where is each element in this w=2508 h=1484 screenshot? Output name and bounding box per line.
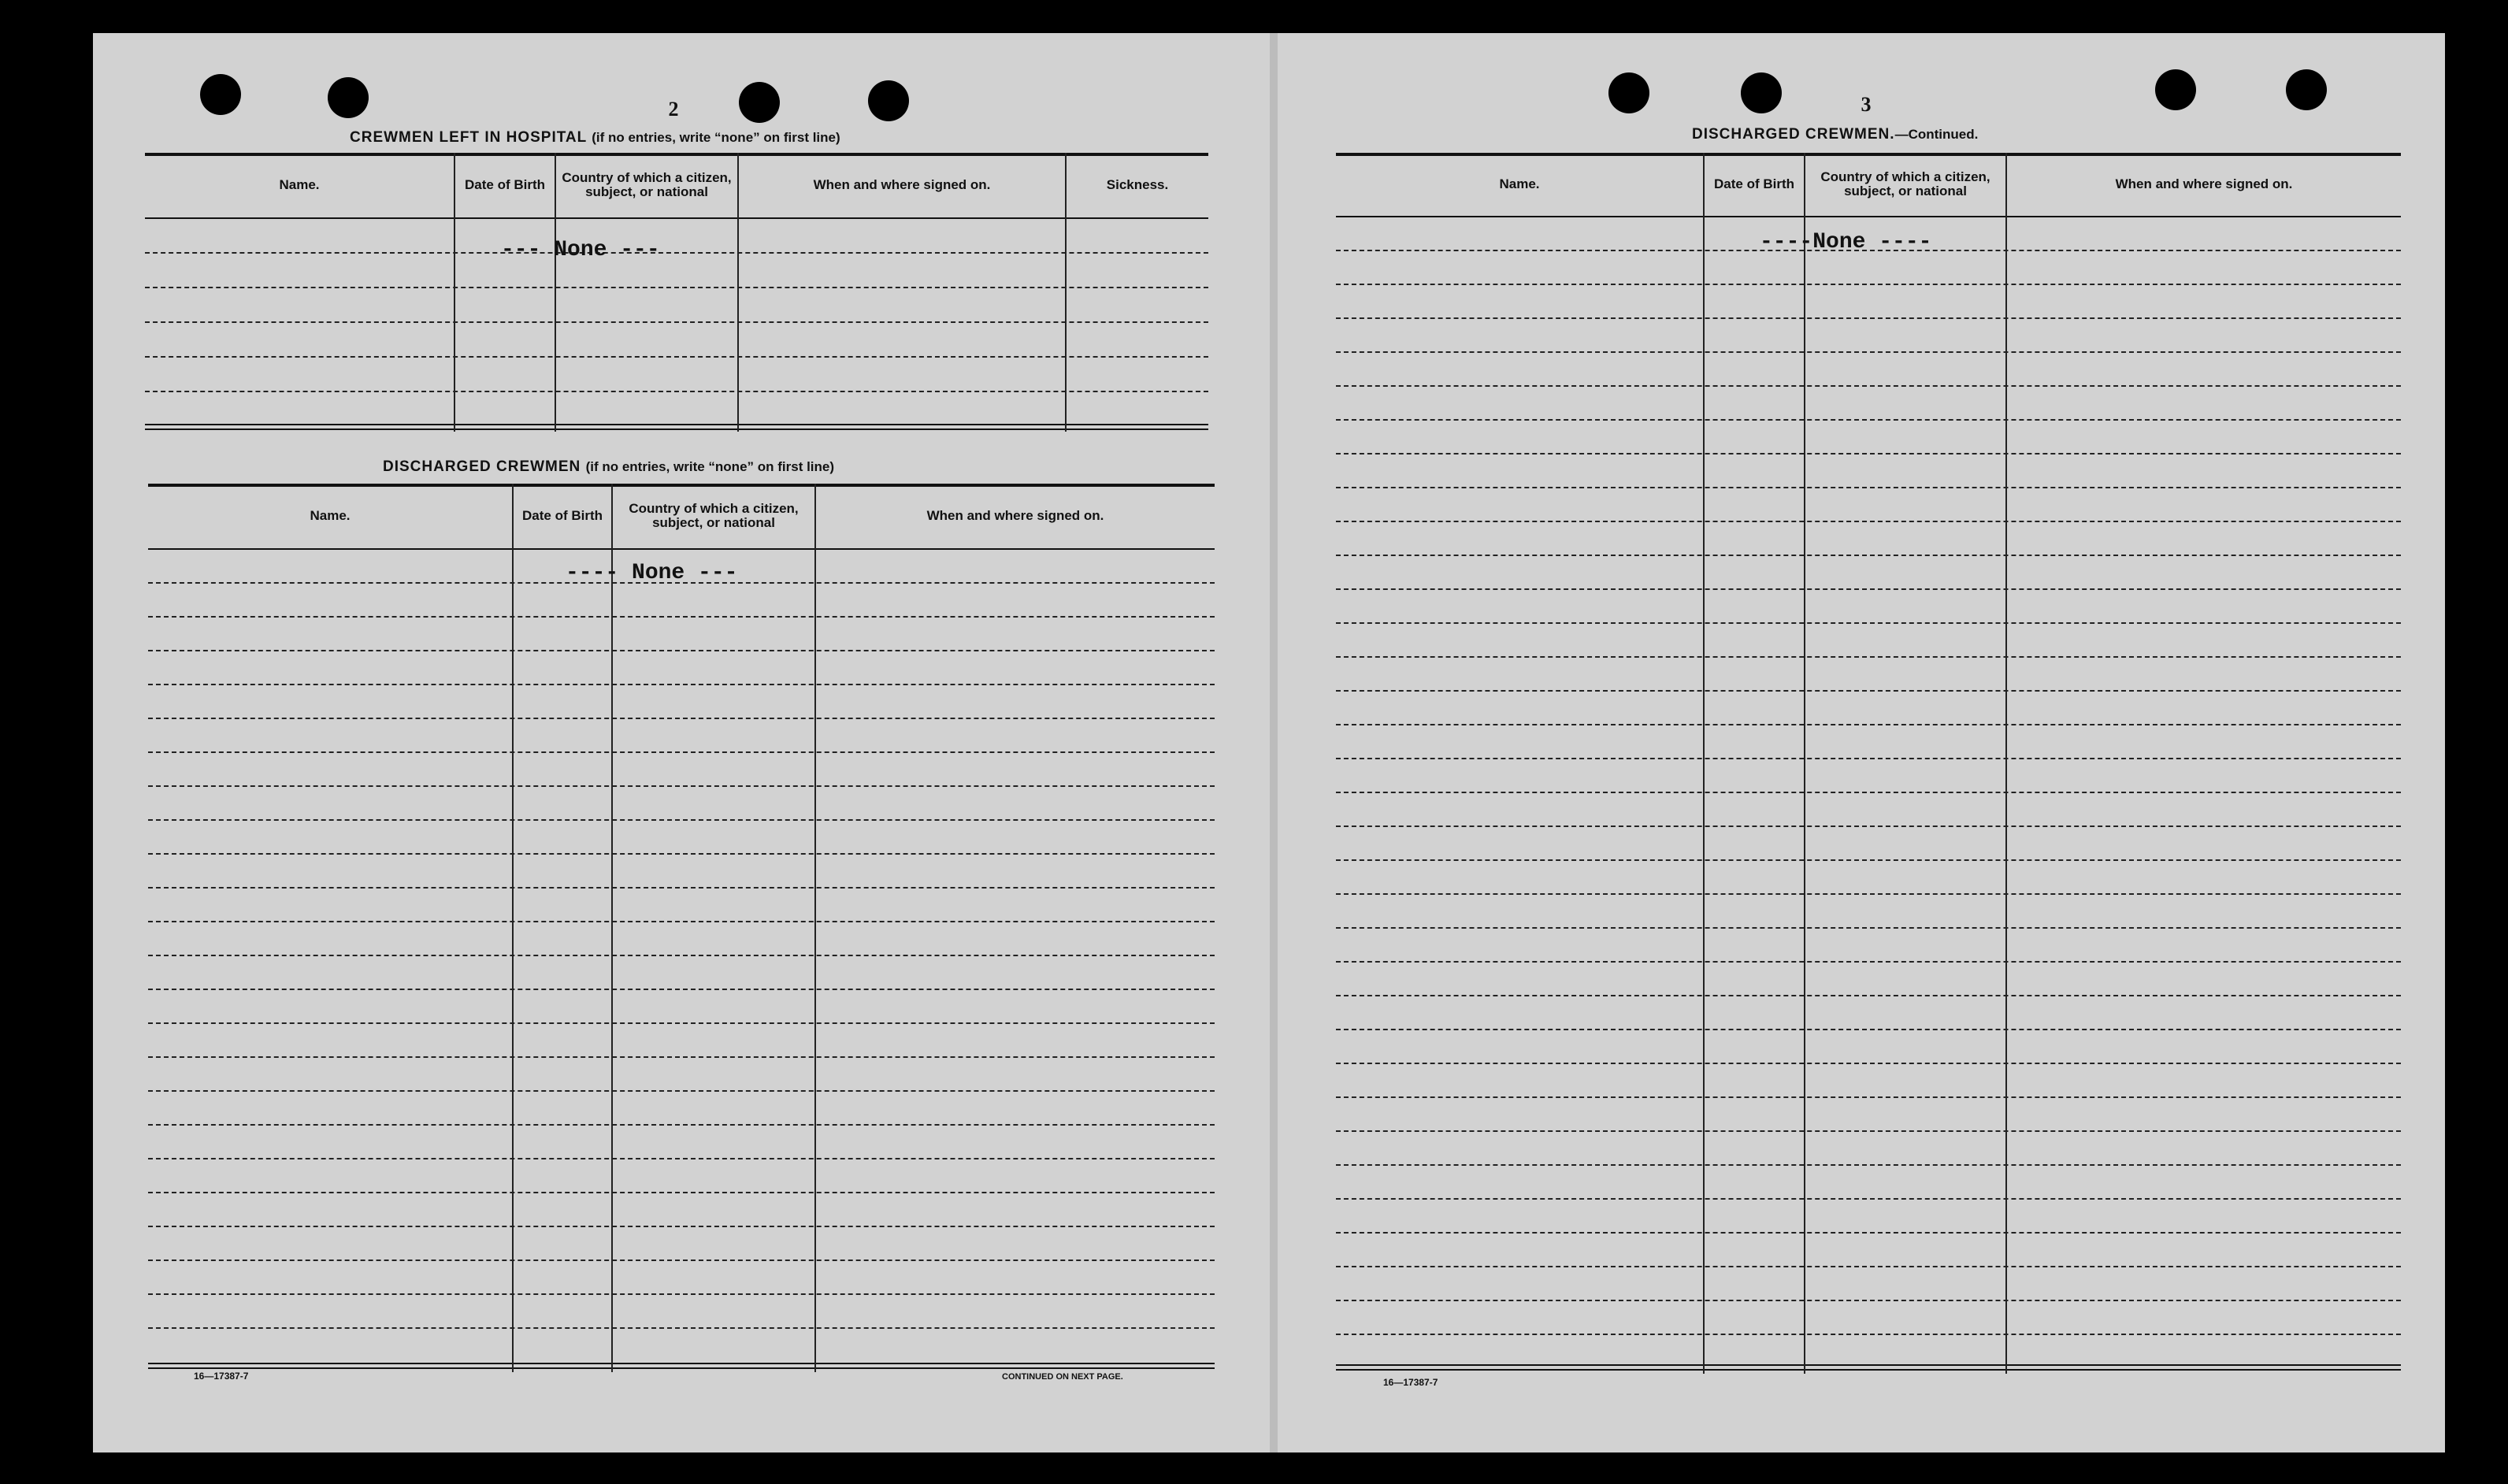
form-number: 16—17387-7 <box>1383 1377 1438 1388</box>
entry-line <box>148 785 1215 787</box>
entry-line <box>148 955 1215 956</box>
table-bottom-rule <box>145 424 1208 425</box>
entry-line <box>148 1226 1215 1227</box>
table-bottom-rule <box>148 1363 1215 1364</box>
entry-line <box>1336 825 2401 827</box>
entry-line <box>148 1158 1215 1159</box>
hospital-none-entry: --- None --- <box>501 238 660 262</box>
continued-title-suffix: —Continued. <box>1894 127 1979 142</box>
continued-none-entry: ----None ---- <box>1760 230 1932 254</box>
entry-line <box>145 356 1208 358</box>
entry-line <box>1336 927 2401 929</box>
entry-line <box>1336 385 2401 387</box>
entry-line <box>148 1260 1215 1261</box>
entry-line <box>148 718 1215 719</box>
col-header-name: Name. <box>279 177 320 192</box>
form-number: 16—17387-7 <box>194 1371 249 1382</box>
entry-line <box>1336 859 2401 861</box>
entry-line <box>148 1192 1215 1193</box>
entry-line <box>1336 555 2401 556</box>
entry-line <box>1336 724 2401 725</box>
entry-line <box>1336 1300 2401 1301</box>
hospital-title-note: (if no entries, write “none” on first line) <box>592 130 840 145</box>
discharged-title-note: (if no entries, write “none” on first line) <box>585 459 835 474</box>
entry-line <box>1336 792 2401 793</box>
col-header-country: Country of which a citizen, subject, or national <box>1820 169 1990 198</box>
col-header-signed-on: When and where signed on. <box>926 508 1104 523</box>
entry-line <box>1336 1096 2401 1098</box>
table-bottom-rule <box>1336 1364 2401 1366</box>
discharged-title-text: DISCHARGED CREWMEN <box>383 458 581 475</box>
entry-line <box>148 684 1215 685</box>
entry-line <box>1336 419 2401 421</box>
col-header-signed-on: When and where signed on. <box>2115 176 2293 191</box>
entry-line <box>1336 588 2401 590</box>
col-header-country: Country of which a citizen, subject, or national <box>629 501 799 530</box>
entry-line <box>148 989 1215 990</box>
entry-line <box>1336 1029 2401 1030</box>
entry-line <box>148 819 1215 821</box>
entry-line <box>1336 521 2401 522</box>
entry-line <box>1336 453 2401 454</box>
entry-line <box>148 921 1215 922</box>
entry-line <box>1336 317 2401 319</box>
entry-line <box>1336 284 2401 285</box>
punch-hole <box>328 77 369 118</box>
punch-hole <box>739 82 780 123</box>
punch-hole <box>868 80 909 121</box>
entry-line <box>1336 1334 2401 1335</box>
table-rows <box>148 548 1215 1363</box>
punch-hole <box>1741 72 1782 113</box>
entry-line <box>145 391 1208 392</box>
entry-line <box>1336 690 2401 692</box>
punch-hole <box>2286 69 2327 110</box>
entry-line <box>1336 622 2401 624</box>
entry-line <box>148 751 1215 753</box>
hospital-title-text: CREWMEN LEFT IN HOSPITAL <box>350 129 587 146</box>
entry-line <box>148 887 1215 889</box>
table-bottom-rule <box>145 429 1208 430</box>
col-header-signed-on: When and where signed on. <box>813 177 991 192</box>
entry-line <box>145 287 1208 288</box>
entry-line <box>1336 1164 2401 1166</box>
punch-hole <box>200 74 241 115</box>
page-number: 3 <box>1861 93 1872 116</box>
table-bottom-rule <box>1336 1369 2401 1371</box>
discharged-continued-title <box>1692 126 1978 143</box>
discharged-none-entry: ---- None --- <box>566 561 738 585</box>
entry-line <box>1336 961 2401 963</box>
discharged-table-right <box>1336 153 2401 1374</box>
page-fold <box>1270 33 1278 1452</box>
table-rows <box>145 217 1208 424</box>
entry-line <box>1336 487 2401 488</box>
col-header-country: Country of which a citizen, subject, or national <box>562 170 732 199</box>
entry-line <box>148 1056 1215 1058</box>
entry-line <box>1336 1266 2401 1267</box>
entry-line <box>148 650 1215 651</box>
entry-line <box>1336 995 2401 996</box>
entry-line <box>148 1090 1215 1092</box>
col-header-birth: Date of Birth <box>522 508 603 523</box>
col-header-birth: Date of Birth <box>1714 176 1794 191</box>
table-rows <box>1336 216 2401 1364</box>
entry-line <box>148 1327 1215 1329</box>
entry-line <box>1336 1232 2401 1234</box>
entry-line <box>148 1022 1215 1024</box>
entry-line <box>1336 1130 2401 1132</box>
punch-hole <box>1608 72 1649 113</box>
col-header-sickness: Sickness. <box>1106 177 1169 192</box>
entry-line <box>148 1293 1215 1295</box>
entry-line <box>148 616 1215 618</box>
continued-note: CONTINUED ON NEXT PAGE. <box>1002 1372 1123 1382</box>
entry-line <box>148 1124 1215 1126</box>
punch-hole <box>2155 69 2196 110</box>
continued-title-text: DISCHARGED CREWMEN. <box>1692 126 1895 143</box>
entry-line <box>1336 351 2401 353</box>
entry-line <box>145 321 1208 323</box>
entry-line <box>145 252 1208 254</box>
entry-line <box>1336 1198 2401 1200</box>
entry-line <box>148 853 1215 855</box>
col-header-name: Name. <box>1499 176 1540 191</box>
page-number: 2 <box>668 98 679 121</box>
col-header-name: Name. <box>310 508 351 523</box>
entry-line <box>1336 758 2401 759</box>
entry-line <box>1336 1063 2401 1064</box>
discharged-section-title <box>383 458 834 476</box>
hospital-table <box>145 153 1208 432</box>
col-header-birth: Date of Birth <box>465 177 545 192</box>
discharged-table-left <box>148 484 1215 1372</box>
hospital-section-title <box>350 129 840 147</box>
table-bottom-rule <box>148 1367 1215 1369</box>
entry-line <box>1336 656 2401 658</box>
entry-line <box>1336 893 2401 895</box>
